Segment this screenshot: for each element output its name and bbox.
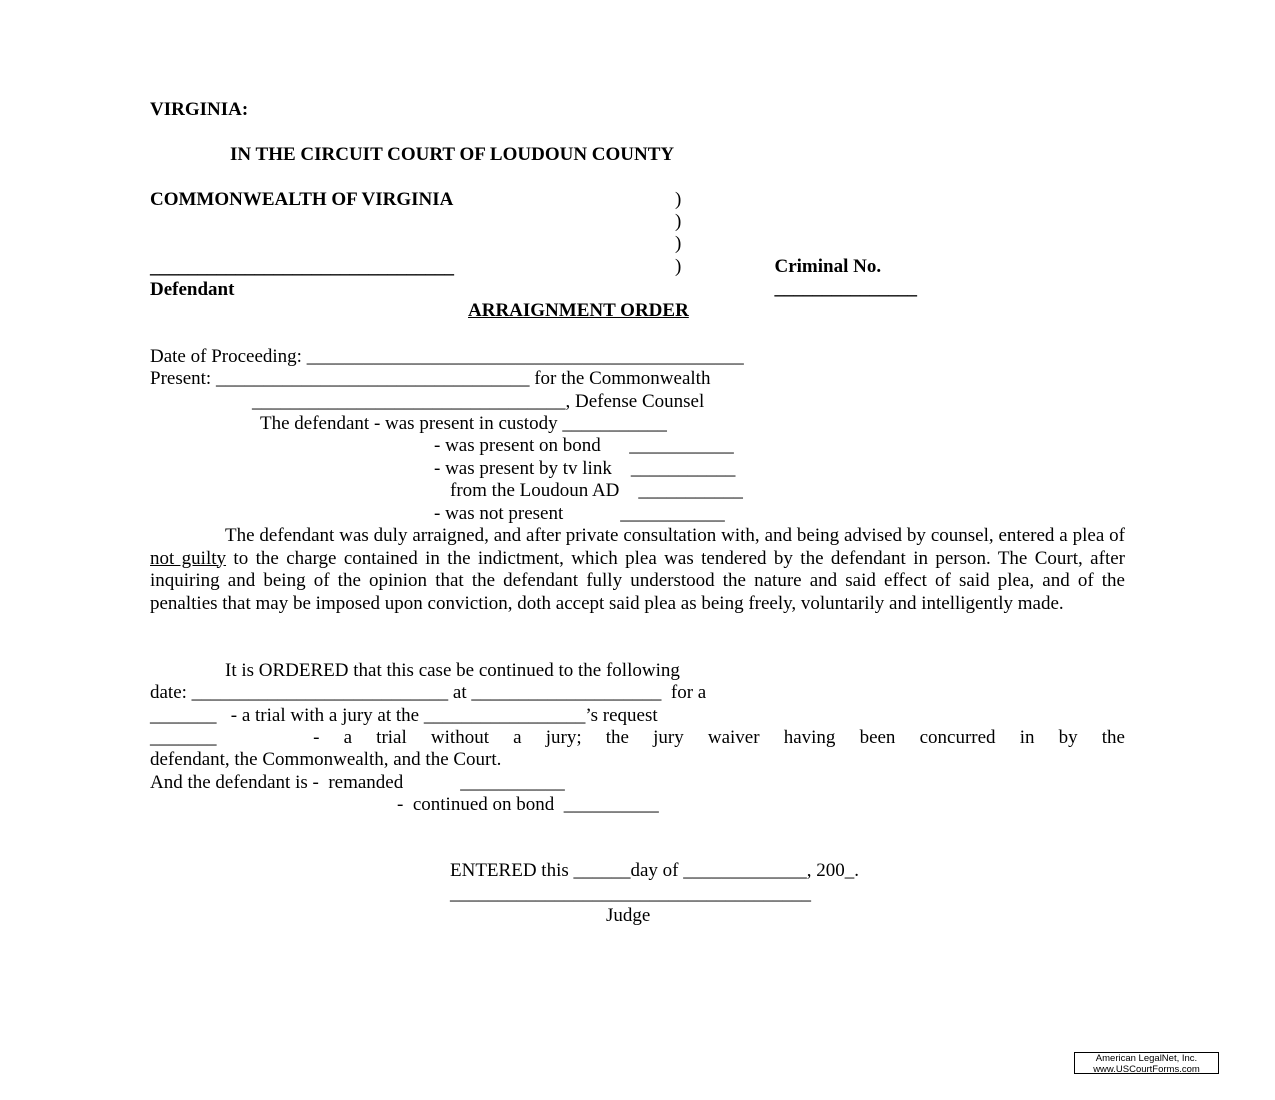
criminal-no-field <box>765 233 917 301</box>
criminal-no-blank[interactable]: _______________ <box>774 278 917 299</box>
defendant-name-blank[interactable]: ________________________________ <box>150 257 454 278</box>
plea-text-after: to the charge contained in the indictment, which plea was tendered by the defendant in person. The Court, after inquiring and being of the opinion that the defendant fully understood the nature and said effect of said plea, and of the penalties that may be imposed upon conviction, doth accept said plea as being freely, voluntarily and intelligently made. <box>150 547 1125 614</box>
continued-on-bond-line[interactable]: - continued on bond __________ <box>397 794 659 815</box>
presence-tv-link-line[interactable]: - was present by tv link ___________ <box>434 458 736 479</box>
remanded-line[interactable]: And the defendant is - remanded ___________ <box>150 772 565 793</box>
jury-trial-line[interactable]: _______ - a trial with a jury at the _________________’s request <box>150 705 658 726</box>
caption-paren: ) <box>675 233 682 254</box>
caption-paren: ) <box>675 189 682 210</box>
publisher-url: www.USCourtForms.com <box>1093 1063 1200 1075</box>
judge-label: Judge <box>606 905 651 926</box>
bench-trial-line-cont: defendant, the Commonwealth, and the Court. <box>150 749 502 770</box>
caption-paren: ) <box>675 211 682 232</box>
defendant-label: Defendant <box>150 279 235 300</box>
ordered-line: It is ORDERED that this case be continued to the following <box>225 660 680 681</box>
plea-paragraph <box>150 525 1125 615</box>
plea-not-guilty: not guilty <box>150 547 227 569</box>
present-commonwealth-line[interactable]: Present: _________________________________ for the Commonwealth <box>150 368 711 389</box>
bench-trial-line[interactable]: _______ - a trial without a jury; the jury waiver having been concurred in by the <box>150 727 1125 748</box>
criminal-no-label: Criminal No. <box>774 255 882 277</box>
caption-paren: ) <box>675 256 682 277</box>
presence-loudoun-ad-line[interactable]: from the Loudoun AD ___________ <box>450 480 743 501</box>
publisher-stamp <box>1074 1052 1219 1074</box>
publisher-name: American LegalNet, Inc. <box>1095 1053 1198 1064</box>
document-title: ARRAIGNMENT ORDER <box>468 300 689 321</box>
entered-date-line[interactable]: ENTERED this ______day of _____________, 200_. <box>450 860 860 881</box>
presence-not-present-line[interactable]: - was not present ___________ <box>434 503 725 524</box>
plea-text-before: The defendant was duly arraigned, and after private consultation with, and being advised by counsel, entered a plea of <box>225 525 1125 546</box>
presence-custody-line[interactable]: The defendant - was present in custody ___________ <box>260 413 667 434</box>
plaintiff-name: COMMONWEALTH OF VIRGINIA <box>150 189 454 210</box>
presence-bond-line[interactable]: - was present on bond ___________ <box>434 435 734 456</box>
judge-signature-line[interactable]: ______________________________________ <box>450 883 811 904</box>
court-heading: IN THE CIRCUIT COURT OF LOUDOUN COUNTY <box>230 144 675 165</box>
state-heading: VIRGINIA: <box>150 99 249 120</box>
continued-date-line[interactable]: date: ___________________________ at ____________________ for a <box>150 682 707 703</box>
defense-counsel-line[interactable]: _________________________________, Defense Counsel <box>252 391 705 412</box>
date-of-proceeding-line[interactable]: Date of Proceeding: ______________________________________________ <box>150 346 744 367</box>
